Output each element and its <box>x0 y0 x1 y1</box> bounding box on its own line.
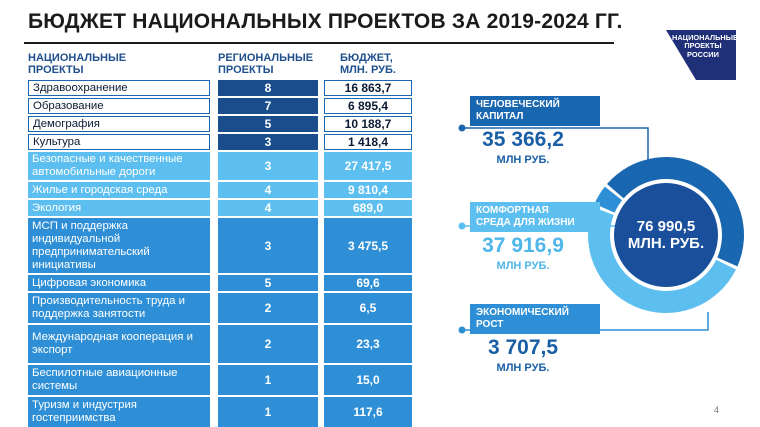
group-unit: МЛН РУБ. <box>496 154 550 166</box>
connector-dot <box>459 223 466 230</box>
group-unit: МЛН РУБ. <box>496 362 550 374</box>
budget-value: 15,0 <box>324 365 412 395</box>
group-unit: МЛН РУБ. <box>496 260 550 272</box>
group-value: 35 366,2 <box>482 128 564 151</box>
group-label: ЭКОНОМИЧЕСКИЙ РОСТ <box>470 304 600 334</box>
logo-line: НАЦИОНАЛЬНЫЕ <box>672 33 738 42</box>
budget-value: 6,5 <box>324 293 412 323</box>
project-name: Беспилотные авиационные системы <box>28 365 210 395</box>
project-name: Международная кооперация и экспорт <box>28 325 210 363</box>
regional-count: 3 <box>218 218 318 273</box>
logo-line: РОССИИ <box>687 49 719 59</box>
total-unit: МЛН. РУБ. <box>627 235 705 252</box>
budget-value: 16 863,7 <box>324 80 412 96</box>
project-name: Цифровая экономика <box>28 275 210 291</box>
project-name: Культура <box>28 134 210 150</box>
budget-value: 6 895,4 <box>324 98 412 114</box>
column-header-budget: БЮДЖЕТ, МЛН. РУБ. <box>340 52 396 76</box>
budget-value: 23,3 <box>324 325 412 363</box>
project-name: Туризм и индустрия гостеприимства <box>28 397 210 427</box>
project-name: Демография <box>28 116 210 132</box>
project-name: МСП и поддержка индивидуальной предпринимательский инициативы <box>28 218 210 273</box>
group-label: ЧЕЛОВЕЧЕСКИЙ КАПИТАЛ <box>470 96 600 126</box>
page-number: 4 <box>714 405 720 415</box>
budget-value: 27 417,5 <box>324 152 412 180</box>
group-label: КОМФОРТНАЯ СРЕДА ДЛЯ ЖИЗНИ <box>470 202 600 232</box>
regional-count: 4 <box>218 182 318 198</box>
project-name: Жилье и городская среда <box>28 182 210 198</box>
project-name: Здравоохранение <box>28 80 210 96</box>
column-header-national: НАЦИОНАЛЬНЫЕ ПРОЕКТЫ <box>28 52 127 76</box>
group-value: 37 916,9 <box>482 234 564 257</box>
project-name: Экология <box>28 200 210 216</box>
column-header-regional: РЕГИОНАЛЬНЫЕ ПРОЕКТЫ <box>218 52 314 76</box>
regional-count: 7 <box>218 98 318 114</box>
regional-count: 1 <box>218 397 318 427</box>
total-value: 76 990,5 <box>636 218 696 235</box>
budget-value: 9 810,4 <box>324 182 412 198</box>
total-budget <box>613 218 719 252</box>
budget-value: 3 475,5 <box>324 218 412 273</box>
budget-value: 1 418,4 <box>324 134 412 150</box>
regional-count: 8 <box>218 80 318 96</box>
project-name: Безопасные и качественные автомобильные дороги <box>28 152 210 180</box>
logo-line: ПРОЕКТЫ <box>684 41 722 51</box>
regional-count: 4 <box>218 200 318 216</box>
regional-count: 5 <box>218 116 318 132</box>
project-name: Образование <box>28 98 210 114</box>
budget-value: 69,6 <box>324 275 412 291</box>
budget-value: 689,0 <box>324 200 412 216</box>
regional-count: 3 <box>218 152 318 180</box>
regional-count: 5 <box>218 275 318 291</box>
budget-value: 117,6 <box>324 397 412 427</box>
group-value: 3 707,5 <box>487 336 559 359</box>
regional-count: 1 <box>218 365 318 395</box>
connector-dot <box>459 327 466 334</box>
regional-count: 2 <box>218 293 318 323</box>
project-name: Производительность труда и поддержка занятости <box>28 293 210 323</box>
budget-value: 10 188,7 <box>324 116 412 132</box>
page-title: БЮДЖЕТ НАЦИОНАЛЬНЫХ ПРОЕКТОВ ЗА 2019-2024 ГГ. <box>28 10 623 33</box>
regional-count: 3 <box>218 134 318 150</box>
regional-count: 2 <box>218 325 318 363</box>
